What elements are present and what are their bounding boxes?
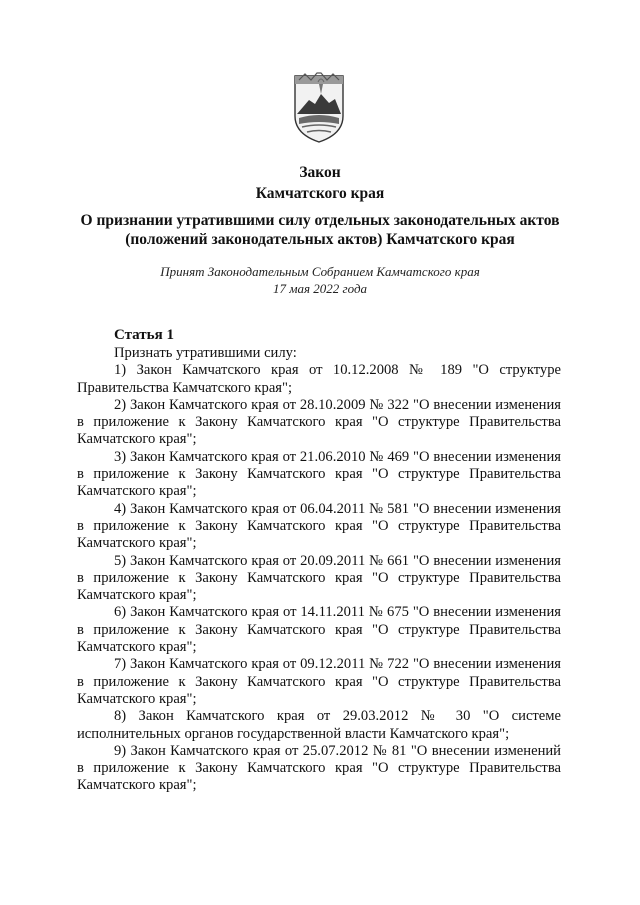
article-lead: Признать утратившими силу: — [114, 345, 297, 361]
article-heading: Статья 1 — [114, 327, 174, 343]
adoption-body: Принят Законодательным Собранием Камчатского края — [160, 264, 480, 279]
law-region: Камчатского края — [255, 185, 385, 202]
adoption-date: 17 мая 2022 года — [272, 281, 368, 296]
article-item: 8) Закон Камчатского края от 29.03.2012 № 30 "О системе исполнительных органов государственной власти Камчатского края"; — [77, 708, 561, 742]
article-item: 6) Закон Камчатского края от 14.11.2011 № 675 "О внесении изменения в приложение к Закону Камчатского края "О структуре Правительства Камчатского края"; — [77, 604, 561, 656]
article-item: 4) Закон Камчатского края от 06.04.2011 № 581 "О внесении изменения в приложение к Закону Камчатского края "О структуре Правительства Камчатского края"; — [77, 500, 561, 552]
article-item: 7) Закон Камчатского края от 09.12.2011 № 722 "О внесении изменения в приложение к Закону Камчатского края "О структуре Правительства Камчатского края"; — [77, 656, 561, 707]
article-item: 2) Закон Камчатского края от 28.10.2009 № 322 "О внесении изменения в приложение к Закону Камчатского края "О структуре Правительства Камчатского края"; — [77, 396, 561, 448]
adoption-note — [0, 263, 640, 297]
law-subject-line1: О признании утратившими силу отдельных законодательных актов — [80, 212, 560, 229]
article-item: 9) Закон Камчатского края от 25.07.2012 № 81 "О внесении изменений в приложение к Закону Камчатского края "О структуре Правительства Камчатского края"; — [77, 742, 561, 794]
law-subject-line2: (положений законодательных актов) Камчатского края — [125, 231, 515, 248]
article-item: 3) Закон Камчатского края от 21.06.2010 № 469 "О внесении изменения в приложение к Закону Камчатского края "О структуре Правительства Камчатского края"; — [77, 448, 561, 500]
law-title: Закон — [299, 164, 341, 181]
article-body — [77, 345, 561, 795]
kamchatka-coat-of-arms-icon — [289, 70, 349, 144]
article-item: 1) Закон Камчатского края от 10.12.2008 № 189 "О структуре Правительства Камчатского края"; — [77, 362, 561, 396]
law-subject — [0, 211, 640, 249]
article-item: 5) Закон Камчатского края от 20.09.2011 № 661 "О внесении изменения в приложение к Закону Камчатского края "О структуре Правительства Камчатского края"; — [77, 552, 561, 604]
